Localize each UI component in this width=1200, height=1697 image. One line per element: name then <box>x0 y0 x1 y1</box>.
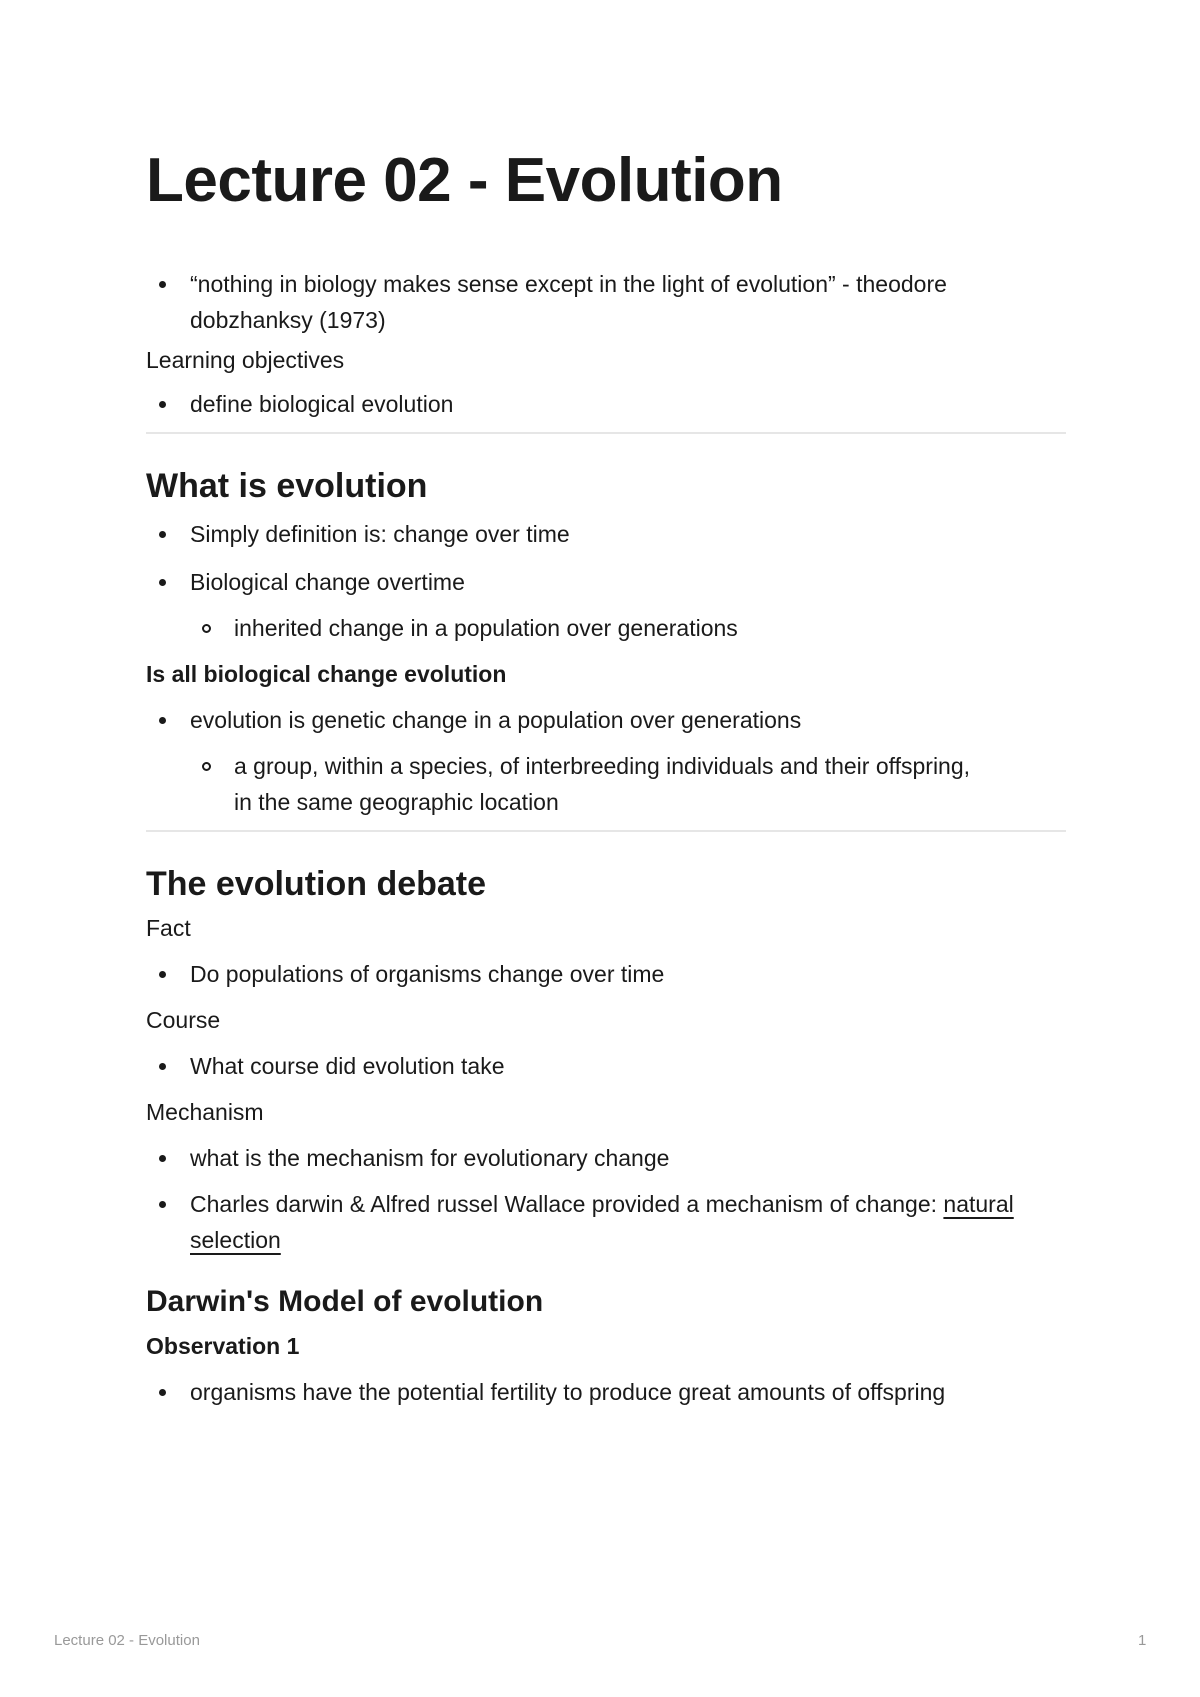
intro-list <box>146 266 1066 338</box>
list-item: Biological change overtime <box>146 564 1066 600</box>
list-item: Do populations of organisms change over time <box>146 956 1066 992</box>
mechanism-list <box>146 1140 1066 1258</box>
course-list <box>146 1048 1066 1084</box>
list-item: organisms have the potential fertility to produce great amounts of offspring <box>146 1374 1066 1410</box>
label-observation-1: Observation 1 <box>146 1333 300 1359</box>
label-fact: Fact <box>146 915 191 941</box>
list-item-quote: “nothing in biology makes sense except in the light of evolution” - theodore dobzhanksy (1973) <box>146 266 1066 338</box>
observation-list <box>146 1374 1066 1410</box>
fact-list <box>146 956 1066 992</box>
learning-objectives-label: Learning objectives <box>146 347 345 373</box>
label-mechanism: Mechanism <box>146 1099 264 1125</box>
list-item: what is the mechanism for evolutionary change <box>146 1140 1066 1176</box>
list-item-natural-selection <box>146 1186 1066 1258</box>
heading-darwins-model: Darwin's Model of evolution <box>146 1285 544 1318</box>
list-item: evolution is genetic change in a population over generations <box>146 702 1066 738</box>
bold-label-biological-change: Is all biological change evolution <box>146 661 507 687</box>
label-course: Course <box>146 1007 221 1033</box>
heading-what-is-evolution: What is evolution <box>146 467 428 505</box>
natural-selection-link[interactable]: natural selection <box>190 1191 1014 1253</box>
evolution-definition-list <box>146 702 1066 820</box>
page-number: 1 <box>1138 1632 1147 1649</box>
list-item: Simply definition is: change over time <box>146 516 1066 552</box>
what-is-list <box>146 516 1066 646</box>
list-item: What course did evolution take <box>146 1048 1066 1084</box>
sub-list-item: a group, within a species, of interbreeding individuals and their offspring, in the same geographic location <box>146 748 1066 820</box>
page-title: Lecture 02 - Evolution <box>146 146 783 215</box>
list-item-objective: define biological evolution <box>146 386 1066 422</box>
mechanism-text: Charles darwin & Alfred russel Wallace provided a mechanism of change: <box>190 1191 944 1217</box>
heading-evolution-debate: The evolution debate <box>146 865 487 903</box>
sub-list-item: inherited change in a population over generations <box>146 610 1066 646</box>
document-body <box>146 266 1066 1425</box>
learning-objectives-list <box>146 386 1066 422</box>
footer-title: Lecture 02 - Evolution <box>54 1632 200 1649</box>
